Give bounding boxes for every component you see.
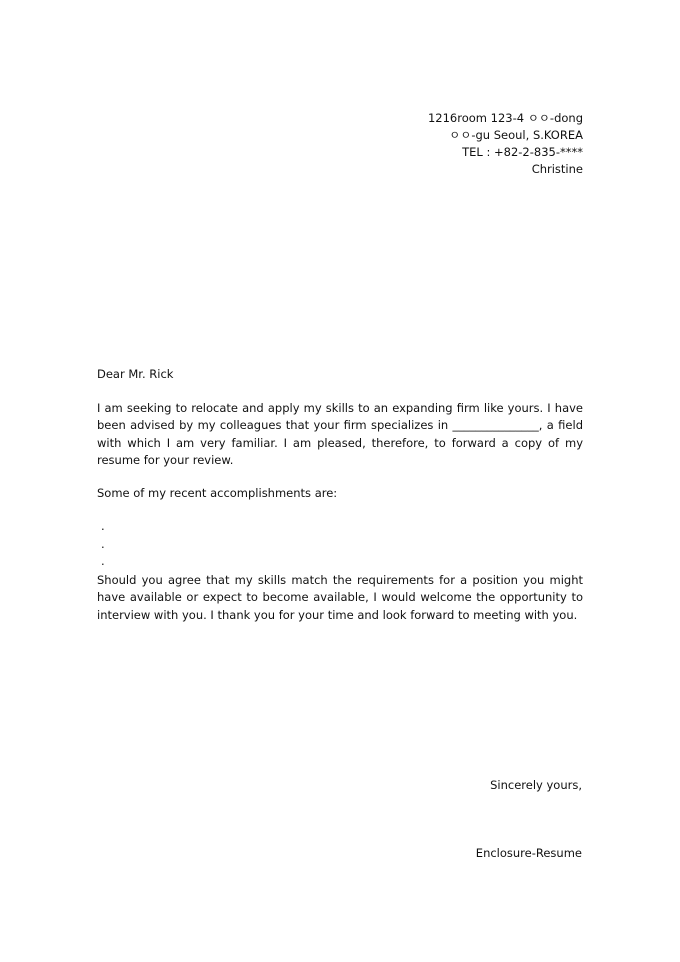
list-item: . [101,536,105,551]
closing-signoff: Sincerely yours, [490,778,582,792]
salutation: Dear Mr. Rick [97,367,174,381]
sender-name: Christine [531,162,583,176]
list-item: . [101,554,105,568]
sender-phone: TEL : +82-2-835-**** [462,145,583,159]
accomplishments-list [101,518,587,571]
accomplishments-intro: Some of my recent accomplishments are: [97,486,338,500]
sender-address-line1: 1216room 123-4 ㅇㅇ-dong [427,111,583,125]
paragraph-closing: Should you agree that my skills match the requirements for a position you might have available or expect to become available, I would welcome the opportunity to interview with you. I thank you for your time and look forward to meeting with you. [97,573,583,622]
paragraph-introduction: I am seeking to relocate and apply my skills to an expanding firm like yours. I have been advised by my colleagues that your firm specializes in _______________, a field with which I am very familiar. I am pleased, therefore, to forward a copy of my resume for your review. [97,401,583,467]
sender-address-line2: ㅇㅇ-gu Seoul, S.KOREA [449,128,583,142]
sender-block [428,110,583,178]
list-item: . [101,519,105,533]
enclosure-note: Enclosure-Resume [475,846,582,860]
